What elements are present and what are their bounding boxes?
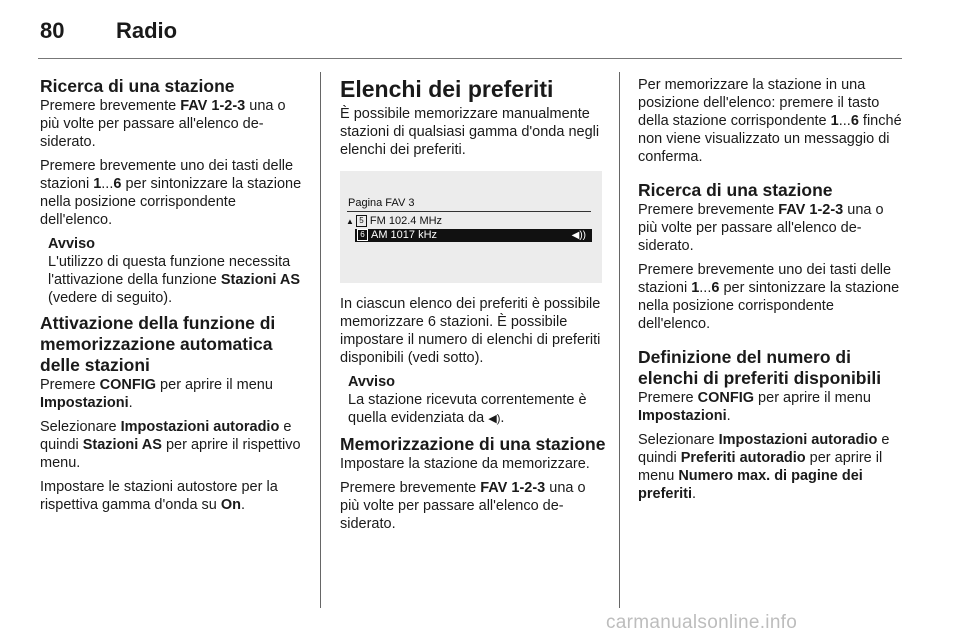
column-1 (40, 76, 305, 520)
note-box (340, 373, 606, 428)
paragraph: Selezionare Impostazioni autoradio e quindi Stazioni AS per aprire il rispettivo menu. (40, 419, 301, 471)
heading-ricerca-stazione: Ricerca di una stazione (40, 76, 235, 96)
column-2 (340, 76, 606, 539)
display-row-am-selected: 6 AM 1017 kHz ◀)) (355, 229, 592, 242)
paragraph: Premere brevemente uno dei tasti delle stazioni 1...6 per sintonizzare la stazione nella posizione corrispondente dell'elenco. (638, 262, 900, 332)
note-box (40, 235, 305, 307)
heading-elenchi-preferiti: Elenchi dei preferiti (340, 76, 554, 102)
display-row-fm: ▲ 5 FM 102.4 MHz (346, 215, 443, 227)
header-rule (38, 58, 902, 59)
paragraph: Premere CONFIG per aprire il menu Impostazioni. (638, 390, 871, 424)
paragraph: Per memorizzare la stazione in una posizione dell'elenco: premere il tasto della stazione corrispondente 1...6 finché non viene visualizzato un messaggio di conferma. (638, 77, 902, 165)
watermark: carmanualsonline.info (606, 612, 798, 633)
paragraph: Impostare la stazione da memorizzare. (340, 456, 590, 472)
column-divider-1 (320, 72, 321, 608)
preset-number-box: 5 (356, 215, 367, 227)
paragraph: Premere brevemente uno dei tasti delle stazioni 1...6 per sintonizzare la stazione nella posizione corrispondente dell'elenco. (40, 158, 302, 228)
radio-display-illustration (340, 171, 602, 283)
paragraph: Premere CONFIG per aprire il menu Impostazioni. (40, 377, 273, 411)
speaker-icon: ◀)) (571, 230, 586, 241)
page-number: 80 (40, 18, 65, 43)
note-title: Avviso (348, 374, 396, 390)
paragraph: Premere brevemente FAV 1-2-3 una o più volte per passare all'elenco desiderato. (638, 202, 884, 254)
note-text: L'utilizzo di questa funzione necessita l'attivazione della funzione Stazioni AS (vedere di seguito). (48, 254, 301, 306)
paragraph: Impostare le stazioni autostore per la rispettiva gamma d'onda su On. (40, 479, 278, 513)
paragraph: È possibile memorizzare manualmente stazioni di qualsiasi gamma d'onda negli elenchi dei preferiti. (340, 106, 600, 158)
column-3 (638, 76, 904, 509)
page-header (40, 18, 920, 54)
paragraph: Premere brevemente FAV 1-2-3 una o più volte per passare all'elenco desiderato. (340, 480, 586, 532)
up-arrow-icon: ▲ (346, 217, 354, 226)
heading-numero-elenchi: Definizione del numero di elenchi di preferiti disponibili (638, 347, 882, 388)
heading-memorizzazione-automatica: Attivazione della funzione di memorizzazione automatica delle stazioni (40, 313, 276, 375)
heading-ricerca-stazione-2: Ricerca di una stazione (638, 180, 833, 200)
paragraph: Premere brevemente FAV 1-2-3 una o più volte per passare all'elenco desiderato. (40, 98, 286, 150)
display-divider (347, 211, 591, 212)
note-title: Avviso (48, 236, 96, 252)
column-divider-2 (619, 72, 620, 608)
note-text: La stazione ricevuta correntemente è quella evidenziata da ◀). (348, 392, 587, 426)
preset-number-box: 6 (357, 229, 368, 241)
section-title: Radio (116, 18, 178, 43)
heading-memorizzazione-stazione: Memorizzazione di una stazione (340, 434, 606, 454)
paragraph: In ciascun elenco dei preferiti è possibile memorizzare 6 stazioni. È possibile impostare il numero di elenchi di preferiti disponibili (vedi sotto). (340, 296, 601, 366)
speaker-icon: ◀) (488, 413, 501, 425)
display-page-title: Pagina FAV 3 (348, 197, 415, 209)
paragraph: Selezionare Impostazioni autoradio e quindi Preferiti autoradio per aprire il menu Numero max. di pagine dei preferiti. (638, 432, 890, 502)
